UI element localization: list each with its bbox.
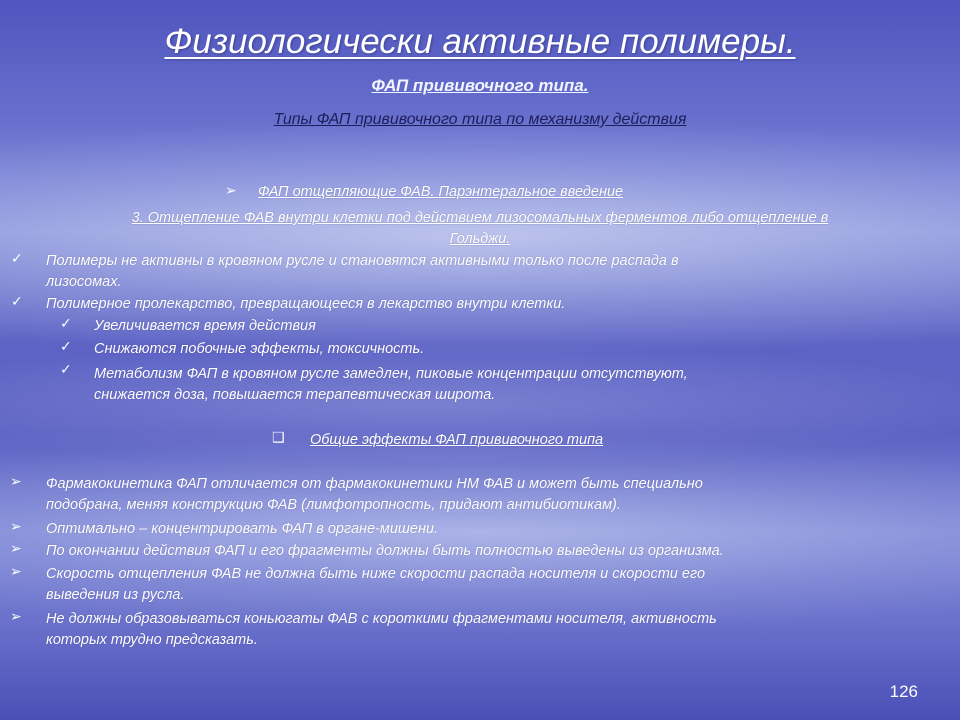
section1-heading: ФАП отщепляющие ФАВ. Парэнтеральное введение [258,184,624,200]
section1-subpoint-1 [94,316,316,337]
section2-point-3 [46,541,724,562]
section1-subpoint-3-line1: Метаболизм ФАП в кровяном русле замедлен, пиковые концентрации отсутствуют, [94,366,688,382]
section1-point-2 [46,294,565,315]
section2-heading: Общие эффекты ФАП прививочного типа [310,432,604,448]
arrow-bullet-icon: ➢ [225,183,237,199]
check-bullet-icon: ✓ [60,316,72,332]
box-bullet-icon: ❑ [272,430,285,446]
section1-point-2-line1: Полимерное пролекарство, превращающееся в лекарство внутри клетки. [46,296,566,312]
section2-point-4-line2: выведения из русла. [46,587,185,603]
check-bullet-icon: ✓ [60,339,72,355]
slide-title: Физиологически активные полимеры. [164,22,796,61]
arrow-bullet-icon: ➢ [10,541,22,557]
section2-point-2-line1: Оптимально – концентрировать ФАП в органе-мишени. [46,521,439,537]
section2-point-5-line1: Не должны образовываться коньюгаты ФАВ с короткими фрагментами носителя, активность [46,611,717,627]
section2-point-2 [46,519,438,540]
section1-subpoint-2-line1: Снижаются побочные эффекты, токсичность. [94,341,425,357]
section2-point-1 [46,474,703,516]
section1-subpoint-3 [94,364,688,406]
section2-point-5 [46,609,717,651]
types-heading: Типы ФАП прививочного типа по механизму действия [273,111,687,128]
section2-point-4-line1: Скорость отщепления ФАВ не должна быть ниже скорости распада носителя и скорости его [46,566,706,582]
page-number: 126 [889,682,918,701]
section1-point-1 [46,251,679,293]
slide-subtitle: ФАП прививочного типа. [371,76,589,95]
section2-point-5-line2: которых трудно предсказать. [46,632,258,648]
check-bullet-icon: ✓ [11,294,23,310]
section1-point-1-line2: лизосомах. [46,274,122,290]
section2-point-3-line1: По окончании действия ФАП и его фрагменты должны быть полностью выведены из организма. [46,543,724,559]
arrow-bullet-icon: ➢ [10,519,22,535]
check-bullet-icon: ✓ [60,362,72,378]
section1-subpoint-2 [94,339,424,360]
section1-subheading-line1: 3. Отщепление ФАВ внутри клетки под действием лизосомальных ферментов либо отщепление в [131,210,829,226]
section2-point-1-line2: подобрана, меняя конструкцию ФАВ (лимфотропность, придают антибиотикам). [46,497,621,513]
check-bullet-icon: ✓ [11,251,23,267]
arrow-bullet-icon: ➢ [10,609,22,625]
section1-subheading-line2: Гольджи. [449,231,511,247]
section1-subheading [20,208,940,250]
section1-subpoint-1-line1: Увеличивается время действия [94,318,316,334]
section1-point-1-line1: Полимеры не активны в кровяном русле и становятся активными только после распада в [46,253,679,269]
arrow-bullet-icon: ➢ [10,474,22,490]
section2-point-1-line1: Фармакокинетика ФАП отличается от фармакокинетики НМ ФАВ и может быть специально [46,476,703,492]
section2-point-4 [46,564,705,606]
section1-subpoint-3-line2: снижается доза, повышается терапевтическая широта. [94,387,496,403]
arrow-bullet-icon: ➢ [10,564,22,580]
